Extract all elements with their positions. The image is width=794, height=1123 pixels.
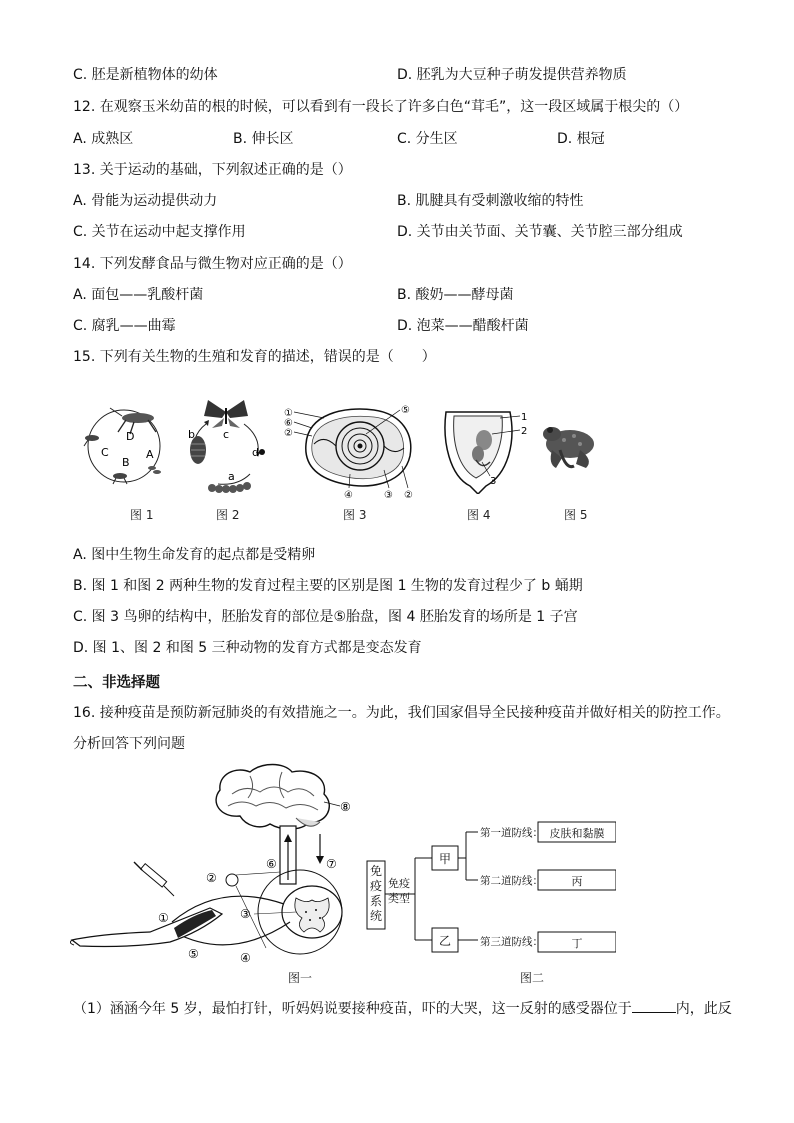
defense-line-2-label: 第二道防线： bbox=[480, 875, 543, 887]
immune-yi-box: 乙 bbox=[438, 934, 451, 948]
q12-option-a: A. 成熟区 bbox=[73, 131, 134, 147]
section-2-title: 二、非选择题 bbox=[73, 675, 160, 691]
q15-figure-4 bbox=[438, 402, 530, 494]
q13-option-c: C. 关节在运动中起支撑作用 bbox=[73, 224, 246, 240]
q14-stem: 14. 下列发酵食品与微生物对应正确的是（） bbox=[73, 256, 352, 272]
q16-figure-2 bbox=[366, 820, 616, 960]
fig3-mark-2b: ② bbox=[404, 490, 413, 500]
grasshopper-eggs-icon bbox=[148, 466, 161, 474]
q15-option-d: D. 图 1、图 2 和图 5 三种动物的发育方式都是变态发育 bbox=[73, 640, 422, 656]
grasshopper-nymph-left-icon bbox=[84, 435, 99, 446]
butterfly-adult-icon bbox=[204, 400, 248, 428]
fig4-mark-3: 3 bbox=[490, 476, 497, 487]
fig1-mark-4: ④ bbox=[240, 951, 251, 965]
q12-option-c: C. 分生区 bbox=[397, 131, 458, 147]
q14-option-d: D. 泡菜——醋酸杆菌 bbox=[397, 318, 529, 334]
defense-line-1-box: 皮肤和黏膜 bbox=[549, 827, 605, 840]
fig1-letter-c: C bbox=[101, 446, 109, 459]
q16-fig1-caption: 图一 bbox=[288, 971, 313, 985]
fig4-mark-1: 1 bbox=[521, 412, 528, 423]
fig1-letter-a: A bbox=[146, 448, 154, 461]
q15-option-a: A. 图中生物生命发育的起点都是受精卵 bbox=[73, 547, 316, 563]
q16-fig2-caption: 图二 bbox=[520, 971, 545, 985]
fig2-letter-a: a bbox=[228, 470, 235, 483]
defense-line-1-label: 第一道防线： bbox=[480, 827, 543, 839]
q15-figure-2 bbox=[178, 394, 274, 496]
q13-option-d: D. 关节由关节面、关节囊、关节腔三部分组成 bbox=[397, 224, 683, 240]
syringe-icon bbox=[134, 862, 174, 896]
egg-icon bbox=[259, 449, 265, 455]
q15-stem: 15. 下列有关生物的生殖和发育的描述，错误的是（ ） bbox=[73, 349, 436, 365]
q15-fig-label-5: 图 5 bbox=[564, 508, 588, 522]
defense-line-2-box: 丙 bbox=[571, 875, 583, 888]
fig1-mark-3: ③ bbox=[240, 907, 251, 921]
defense-line-3-label: 第三道防线： bbox=[480, 936, 543, 948]
q15-option-b: B. 图 1 和图 2 两种生物的发育过程主要的区别是图 1 生物的发育过程少了 b 蛹期 bbox=[73, 578, 583, 594]
q12-options bbox=[0, 130, 794, 148]
q15-fig-label-4: 图 4 bbox=[467, 508, 491, 522]
fig4-mark-2: 2 bbox=[521, 426, 528, 437]
q11-option-c: C. 胚是新植物体的幼体 bbox=[73, 67, 218, 83]
q15-figure-1 bbox=[78, 398, 170, 490]
brain-icon bbox=[216, 765, 329, 830]
arm-icon bbox=[70, 908, 222, 947]
q11-option-d: D. 胚乳为大豆种子萌发提供营养物质 bbox=[397, 67, 627, 83]
fig2-letter-b: b bbox=[188, 428, 195, 441]
fig3-mark-1: ① bbox=[284, 408, 293, 419]
fig3-mark-6: ⑥ bbox=[284, 418, 293, 429]
answer-blank[interactable] bbox=[632, 998, 676, 1013]
q16-stem-line-1: 16. 接种疫苗是预防新冠肺炎的有效措施之一。为此，我们国家倡导全民接种疫苗并做好相关的防控工作。 bbox=[73, 705, 730, 721]
fig1-mark-1: ① bbox=[158, 911, 169, 925]
frog-icon bbox=[543, 427, 594, 468]
q13-option-b: B. 肌腱具有受刺激收缩的特性 bbox=[397, 193, 584, 209]
small-circle bbox=[226, 874, 238, 886]
fig1-mark-5: ⑤ bbox=[188, 947, 199, 961]
fig2-letter-c: c bbox=[223, 428, 230, 441]
fig1-mark-2: ② bbox=[206, 871, 217, 885]
fig3-mark-4: ④ bbox=[344, 490, 353, 500]
q16-sub1-text-b: 内，此反 bbox=[675, 1001, 732, 1017]
fig3-mark-2a: ② bbox=[284, 428, 293, 439]
q15-option-c: C. 图 3 鸟卵的结构中，胚胎发育的部位是⑤胎盘，图 4 胚胎发育的场所是 1 子宫 bbox=[73, 609, 578, 625]
q15-fig-label-3: 图 3 bbox=[343, 508, 367, 522]
q12-stem: 12. 在观察玉米幼苗的根的时候，可以看到有一段长了许多白色“茸毛”，这一段区域属于根尖的（） bbox=[73, 99, 689, 115]
q15-fig-label-2: 图 2 bbox=[216, 508, 240, 522]
q16-figure-1 bbox=[70, 762, 370, 977]
immune-jia-box: 甲 bbox=[438, 852, 451, 866]
q15-fig-label-1: 图 1 bbox=[130, 508, 154, 522]
fig2-letter-d: d bbox=[252, 446, 259, 459]
q12-option-d: D. 根冠 bbox=[557, 131, 605, 147]
q12-option-b: B. 伸长区 bbox=[233, 131, 294, 147]
q13-option-a: A. 骨能为运动提供动力 bbox=[73, 193, 218, 209]
fig1-mark-7: ⑦ bbox=[326, 857, 337, 871]
fig1-letter-b: B bbox=[122, 456, 130, 469]
defense-line-3-box: 丁 bbox=[571, 937, 583, 950]
q16-stem-line-2: 分析回答下列问题 bbox=[73, 736, 185, 752]
fig1-mark-8: ⑧ bbox=[340, 800, 351, 814]
q16-sub1 bbox=[73, 998, 732, 1018]
q16-sub1-text-a: （1）涵涵今年 5 岁，最怕打针，听妈妈说要接种疫苗，吓的大哭，这一反射的感受器位于 bbox=[73, 1001, 632, 1017]
fig3-mark-3: ③ bbox=[384, 490, 393, 500]
q15-figure-3 bbox=[284, 404, 420, 500]
q14-option-a: A. 面包——乳酸杆菌 bbox=[73, 287, 204, 303]
q14-option-b: B. 酸奶——酵母菌 bbox=[397, 287, 514, 303]
immune-system-label: 免疫系统 bbox=[370, 864, 383, 923]
fig1-mark-6: ⑥ bbox=[266, 857, 277, 871]
q15-figure-5 bbox=[540, 420, 602, 476]
q13-stem: 13. 关于运动的基础，下列叙述正确的是（） bbox=[73, 162, 352, 178]
q14-option-c: C. 腐乳——曲霉 bbox=[73, 318, 176, 334]
immune-type-label: 免疫类型 bbox=[388, 877, 410, 905]
fig1-letter-d: D bbox=[126, 430, 135, 443]
fig3-mark-5: ⑤ bbox=[401, 405, 410, 416]
